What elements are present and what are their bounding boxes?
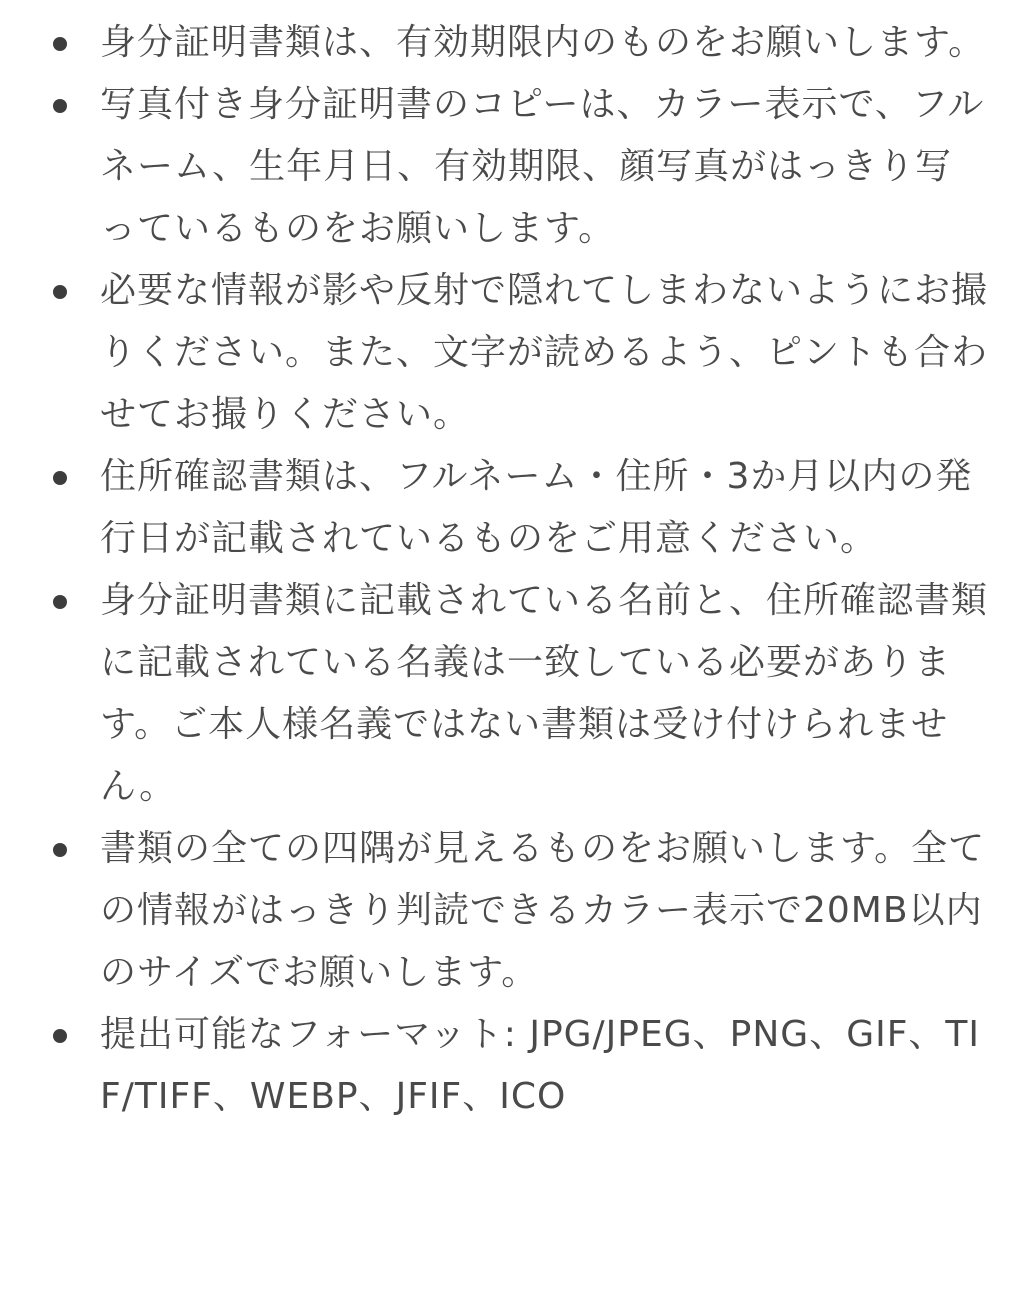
requirement-photo-id-item [0, 74, 1028, 260]
bullet-icon [53, 843, 67, 857]
bullet-icon [53, 471, 67, 485]
requirement-text: 住所確認書類は、フルネーム・住所・3か月以内の発行日が記載されているものをご用意ください。 [100, 456, 973, 559]
bullet-icon [53, 1029, 67, 1043]
bullet-icon [53, 285, 67, 299]
requirement-validity-item [0, 12, 1028, 74]
document-requirements-list [0, 12, 1028, 1128]
requirement-text: 提出可能なフォーマット: JPG/JPEG、PNG、GIF、TIF/TIFF、WEBP、JFIF、ICO [100, 1014, 981, 1117]
requirement-text: 身分証明書類は、有効期限内のものをお願いします。 [100, 22, 986, 63]
requirement-text: 書類の全ての四隅が見えるものをお願いします。全ての情報がはっきり判読できるカラー表示で20MB以内のサイズでお願いします。 [100, 828, 986, 993]
requirement-four-corners-item [0, 818, 1028, 1004]
requirement-address-doc-item [0, 446, 1028, 570]
bullet-icon [53, 37, 67, 51]
requirement-glare-focus-item [0, 260, 1028, 446]
requirement-text: 必要な情報が影や反射で隠れてしまわないようにお撮りください。また、文字が読めるよう、ピントも合わせてお撮りください。 [100, 270, 989, 435]
requirement-formats-item [0, 1004, 1028, 1128]
bullet-icon [53, 595, 67, 609]
requirement-text: 身分証明書類に記載されている名前と、住所確認書類に記載されている名義は一致している必要があります。ご本人様名義ではない書類は受け付けられません。 [100, 580, 989, 807]
bullet-icon [53, 99, 67, 113]
requirement-text: 写真付き身分証明書のコピーは、カラー表示で、フルネーム、生年月日、有効期限、顔写真がはっきり写っているものをお願いします。 [100, 84, 985, 249]
requirement-name-match-item [0, 570, 1028, 818]
